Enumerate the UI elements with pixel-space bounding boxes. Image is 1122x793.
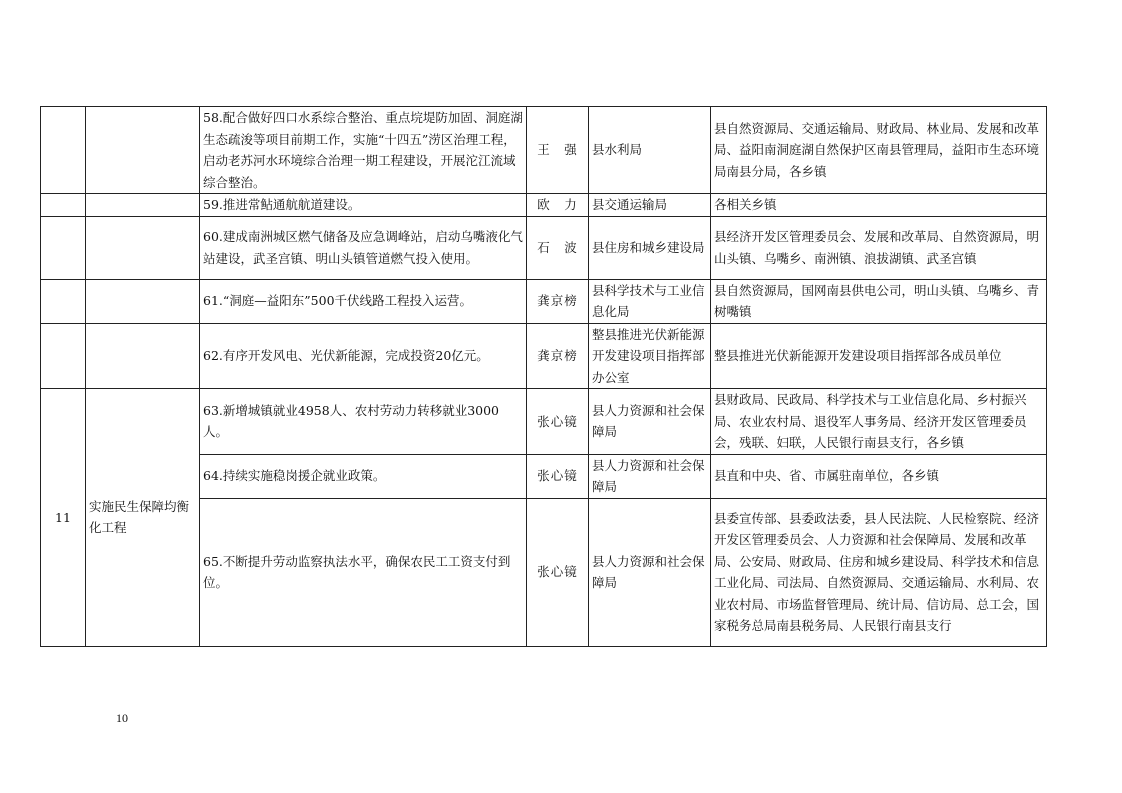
page-number: 10 bbox=[116, 711, 128, 725]
responsible-person-cell: 欧 力 bbox=[527, 194, 589, 217]
responsible-person-cell: 张心镜 bbox=[527, 454, 589, 498]
task-table-container bbox=[40, 106, 1047, 647]
category-cell bbox=[86, 323, 200, 389]
table-row bbox=[41, 107, 1047, 194]
cooperating-units-cell: 县自然资源局，国网南县供电公司，明山头镇、乌嘴乡、青树嘴镇 bbox=[711, 279, 1047, 323]
cooperating-units-cell: 各相关乡镇 bbox=[711, 194, 1047, 217]
table-row bbox=[41, 389, 1047, 455]
responsible-person-cell: 石 波 bbox=[527, 216, 589, 279]
task-cell: 64.持续实施稳岗援企就业政策。 bbox=[200, 454, 527, 498]
item-number-cell bbox=[41, 107, 86, 194]
task-cell: 62.有序开发风电、光伏新能源，完成投资20亿元。 bbox=[200, 323, 527, 389]
responsible-person-cell: 王 强 bbox=[527, 107, 589, 194]
lead-unit-cell: 县人力资源和社会保障局 bbox=[589, 498, 711, 646]
responsible-person-cell: 张心镜 bbox=[527, 389, 589, 455]
cooperating-units-cell: 整县推进光伏新能源开发建设项目指挥部各成员单位 bbox=[711, 323, 1047, 389]
lead-unit-cell: 县人力资源和社会保障局 bbox=[589, 389, 711, 455]
task-table bbox=[40, 106, 1047, 647]
cooperating-units-cell: 县自然资源局、交通运输局、财政局、林业局、发展和改革局、益阳南洞庭湖自然保护区南县管理局，益阳市生态环境局南县分局，各乡镇 bbox=[711, 107, 1047, 194]
table-row bbox=[41, 323, 1047, 389]
cooperating-units-cell: 县直和中央、省、市属驻南单位，各乡镇 bbox=[711, 454, 1047, 498]
item-number-cell: 11 bbox=[41, 389, 86, 647]
category-cell bbox=[86, 279, 200, 323]
cooperating-units-cell: 县经济开发区管理委员会、发展和改革局、自然资源局，明山头镇、乌嘴乡、南洲镇、浪拔湖镇、武圣宫镇 bbox=[711, 216, 1047, 279]
task-cell: 58.配合做好四口水系综合整治、重点垸堤防加固、洞庭湖生态疏浚等项目前期工作，实施“十四五”涝区治理工程，启动老苏河水环境综合治理一期工程建设，开展沱江流域综合整治。 bbox=[200, 107, 527, 194]
item-number-cell bbox=[41, 194, 86, 217]
responsible-person-cell: 张心镜 bbox=[527, 498, 589, 646]
lead-unit-cell: 县水利局 bbox=[589, 107, 711, 194]
category-cell bbox=[86, 194, 200, 217]
lead-unit-cell: 县交通运输局 bbox=[589, 194, 711, 217]
task-cell: 61.“洞庭—益阳东”500千伏线路工程投入运营。 bbox=[200, 279, 527, 323]
category-cell bbox=[86, 107, 200, 194]
lead-unit-cell: 整县推进光伏新能源开发建设项目指挥部办公室 bbox=[589, 323, 711, 389]
task-cell: 65.不断提升劳动监察执法水平，确保农民工工资支付到位。 bbox=[200, 498, 527, 646]
category-cell bbox=[86, 216, 200, 279]
item-number-cell bbox=[41, 216, 86, 279]
task-cell: 60.建成南洲城区燃气储备及应急调峰站，启动乌嘴液化气站建设，武圣宫镇、明山头镇管道燃气投入使用。 bbox=[200, 216, 527, 279]
table-row bbox=[41, 279, 1047, 323]
lead-unit-cell: 县住房和城乡建设局 bbox=[589, 216, 711, 279]
responsible-person-cell: 龚京榜 bbox=[527, 323, 589, 389]
lead-unit-cell: 县人力资源和社会保障局 bbox=[589, 454, 711, 498]
cooperating-units-cell: 县委宣传部、县委政法委，县人民法院、人民检察院、经济开发区管理委员会、人力资源和社会保障局、发展和改革局、公安局、财政局、住房和城乡建设局、科学技术和信息工业化局、司法局、自然资源局、交通运输局、水利局、农业农村局、市场监督管理局、统计局、信访局、总工会，国家税务总局南县税务局、人民银行南县支行 bbox=[711, 498, 1047, 646]
category-cell: 实施民生保障均衡化工程 bbox=[86, 389, 200, 647]
item-number-cell bbox=[41, 323, 86, 389]
item-number-cell bbox=[41, 279, 86, 323]
table-row bbox=[41, 216, 1047, 279]
lead-unit-cell: 县科学技术与工业信息化局 bbox=[589, 279, 711, 323]
table-row bbox=[41, 194, 1047, 217]
task-cell: 63.新增城镇就业4958人、农村劳动力转移就业3000人。 bbox=[200, 389, 527, 455]
cooperating-units-cell: 县财政局、民政局、科学技术与工业信息化局、乡村振兴局、农业农村局、退役军人事务局、经济开发区管理委员会，残联、妇联，人民银行南县支行，各乡镇 bbox=[711, 389, 1047, 455]
responsible-person-cell: 龚京榜 bbox=[527, 279, 589, 323]
task-cell: 59.推进常鲇通航航道建设。 bbox=[200, 194, 527, 217]
